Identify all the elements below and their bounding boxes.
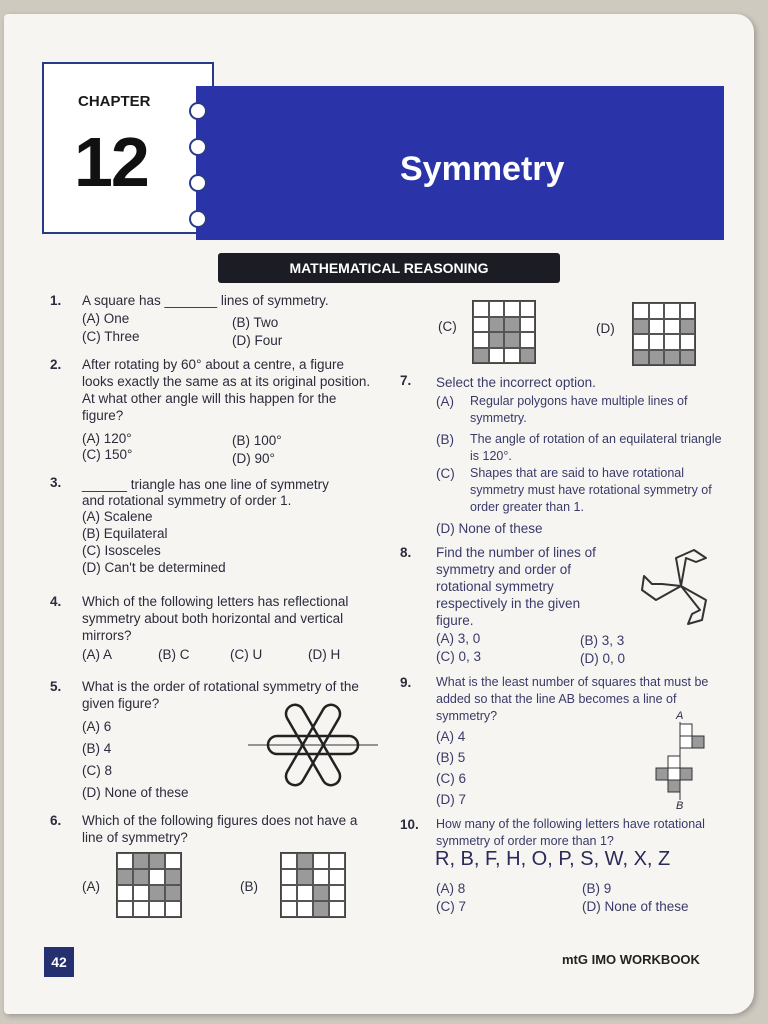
q6-grid-b (280, 852, 346, 918)
binder-hole (189, 138, 207, 156)
chapter-title: Symmetry (400, 150, 565, 188)
q7-stem: Select the incorrect option. (436, 375, 596, 390)
q1-option-b: (B) Two (232, 315, 279, 330)
chapter-number: 12 (74, 123, 148, 201)
q5-option-a: (A) 6 (82, 719, 112, 734)
binder-hole (189, 210, 207, 228)
q6-option-b: (B) (240, 879, 258, 894)
q5-stem: What is the order of rotational symmetry of the given figure? (82, 679, 359, 711)
q5-option-d: (D) None of these (82, 785, 189, 800)
q3-option-a: (A) Scalene (82, 509, 153, 524)
q8-option-c: (C) 0, 3 (436, 649, 482, 664)
q7-option-d: (D) None of these (436, 521, 543, 536)
brand-footer: mtG IMO WORKBOOK (562, 952, 700, 967)
q8-figure (636, 544, 726, 628)
q6-grid-a (116, 852, 182, 918)
q1-option-c: (C) Three (82, 329, 140, 344)
page-number: 42 (44, 947, 74, 977)
q1-option-a: (A) One (82, 311, 130, 326)
q2-option-d: (D) 90° (232, 451, 275, 466)
q4-option-b: (B) C (158, 647, 190, 662)
q3-number: 3. (50, 475, 62, 490)
q8-option-d: (D) 0, 0 (580, 651, 626, 666)
chapter-label: CHAPTER (78, 93, 151, 110)
q8-option-b: (B) 3, 3 (580, 633, 625, 648)
q10-option-b: (B) 9 (582, 881, 612, 896)
q10-letters: R, B, F, H, O, P, S, W, X, Z (435, 848, 671, 870)
q5-option-b: (B) 4 (82, 741, 112, 756)
q4-option-d: (D) H (308, 647, 341, 662)
q5-number: 5. (50, 679, 62, 694)
q3-option-c: (C) Isosceles (82, 543, 161, 558)
q8-number: 8. (400, 545, 412, 560)
q5-option-c: (C) 8 (82, 763, 112, 778)
binder-hole (189, 174, 207, 192)
q9-figure (648, 722, 708, 800)
q4-option-c: (C) U (230, 647, 263, 662)
binder-hole (189, 102, 207, 120)
q9-number: 9. (400, 675, 412, 690)
q1-option-d: (D) Four (232, 333, 283, 348)
q6-number: 6. (50, 813, 62, 828)
q10-option-a: (A) 8 (436, 881, 466, 896)
q3-option-d: (D) Can't be determined (82, 560, 226, 575)
q4-number: 4. (50, 594, 62, 609)
q9-option-d: (D) 7 (436, 792, 466, 807)
q9-stem: What is the least number of squares that must be added so that the line AB becomes a line of symmetry? (436, 675, 709, 723)
q2-option-a: (A) 120° (82, 431, 132, 446)
q7-option-b-label: (B) (436, 432, 454, 447)
q7-number: 7. (400, 373, 412, 388)
q2-stem: After rotating by 60° about a centre, a figure looks exactly the same as at its original position. At what other angle will this happen for the figure? (82, 357, 371, 423)
q1-stem: A square has _______ lines of symmetry. (82, 293, 329, 308)
q10-option-c: (C) 7 (436, 899, 466, 914)
q4-stem: Which of the following letters has reflectional symmetry about both horizontal and vertical mirrors? (82, 594, 349, 643)
q3-option-b: (B) Equilateral (82, 526, 168, 541)
section-title: MATHEMATICAL REASONING (218, 253, 560, 283)
q5-figure (248, 702, 378, 788)
q10-stem: How many of the following letters have rotational symmetry of order more than 1? (436, 817, 705, 848)
q9-label-a: A (676, 710, 684, 722)
q7-option-c-label: (C) (436, 466, 455, 481)
q6-option-d: (D) (596, 321, 615, 336)
q6-grid-d (632, 302, 696, 366)
q7-option-a-label: (A) (436, 394, 454, 409)
q4-option-a: (A) A (82, 647, 113, 662)
q8-option-a: (A) 3, 0 (436, 631, 481, 646)
q1-number: 1. (50, 293, 62, 308)
q9-option-a: (A) 4 (436, 729, 466, 744)
q10-option-d: (D) None of these (582, 899, 689, 914)
q2-option-b: (B) 100° (232, 433, 282, 448)
q6-grid-c (472, 300, 536, 364)
q7-option-b: The angle of rotation of an equilateral triangle is 120°. (470, 432, 722, 463)
q3-stem-line1: ______ triangle has one line of symmetry (82, 477, 329, 492)
q7-option-a: Regular polygons have multiple lines of symmetry. (470, 394, 688, 425)
q9-option-c: (C) 6 (436, 771, 466, 786)
q3-stem-line2: and rotational symmetry of order 1. (82, 493, 292, 508)
q9-option-b: (B) 5 (436, 750, 466, 765)
q6-option-c: (C) (438, 319, 457, 334)
q9-label-b: B (676, 800, 684, 812)
q2-number: 2. (50, 357, 62, 372)
q8-stem: Find the number of lines of symmetry and order of rotational symmetry respectively in the given figure. (436, 545, 596, 628)
q6-stem: Which of the following figures does not have a line of symmetry? (82, 813, 358, 845)
q10-number: 10. (400, 817, 419, 832)
q6-option-a: (A) (82, 879, 100, 894)
q2-option-c: (C) 150° (82, 447, 133, 462)
q7-option-c: Shapes that are said to have rotational symmetry must have rotational symmetry of order greater than 1. (470, 466, 712, 514)
